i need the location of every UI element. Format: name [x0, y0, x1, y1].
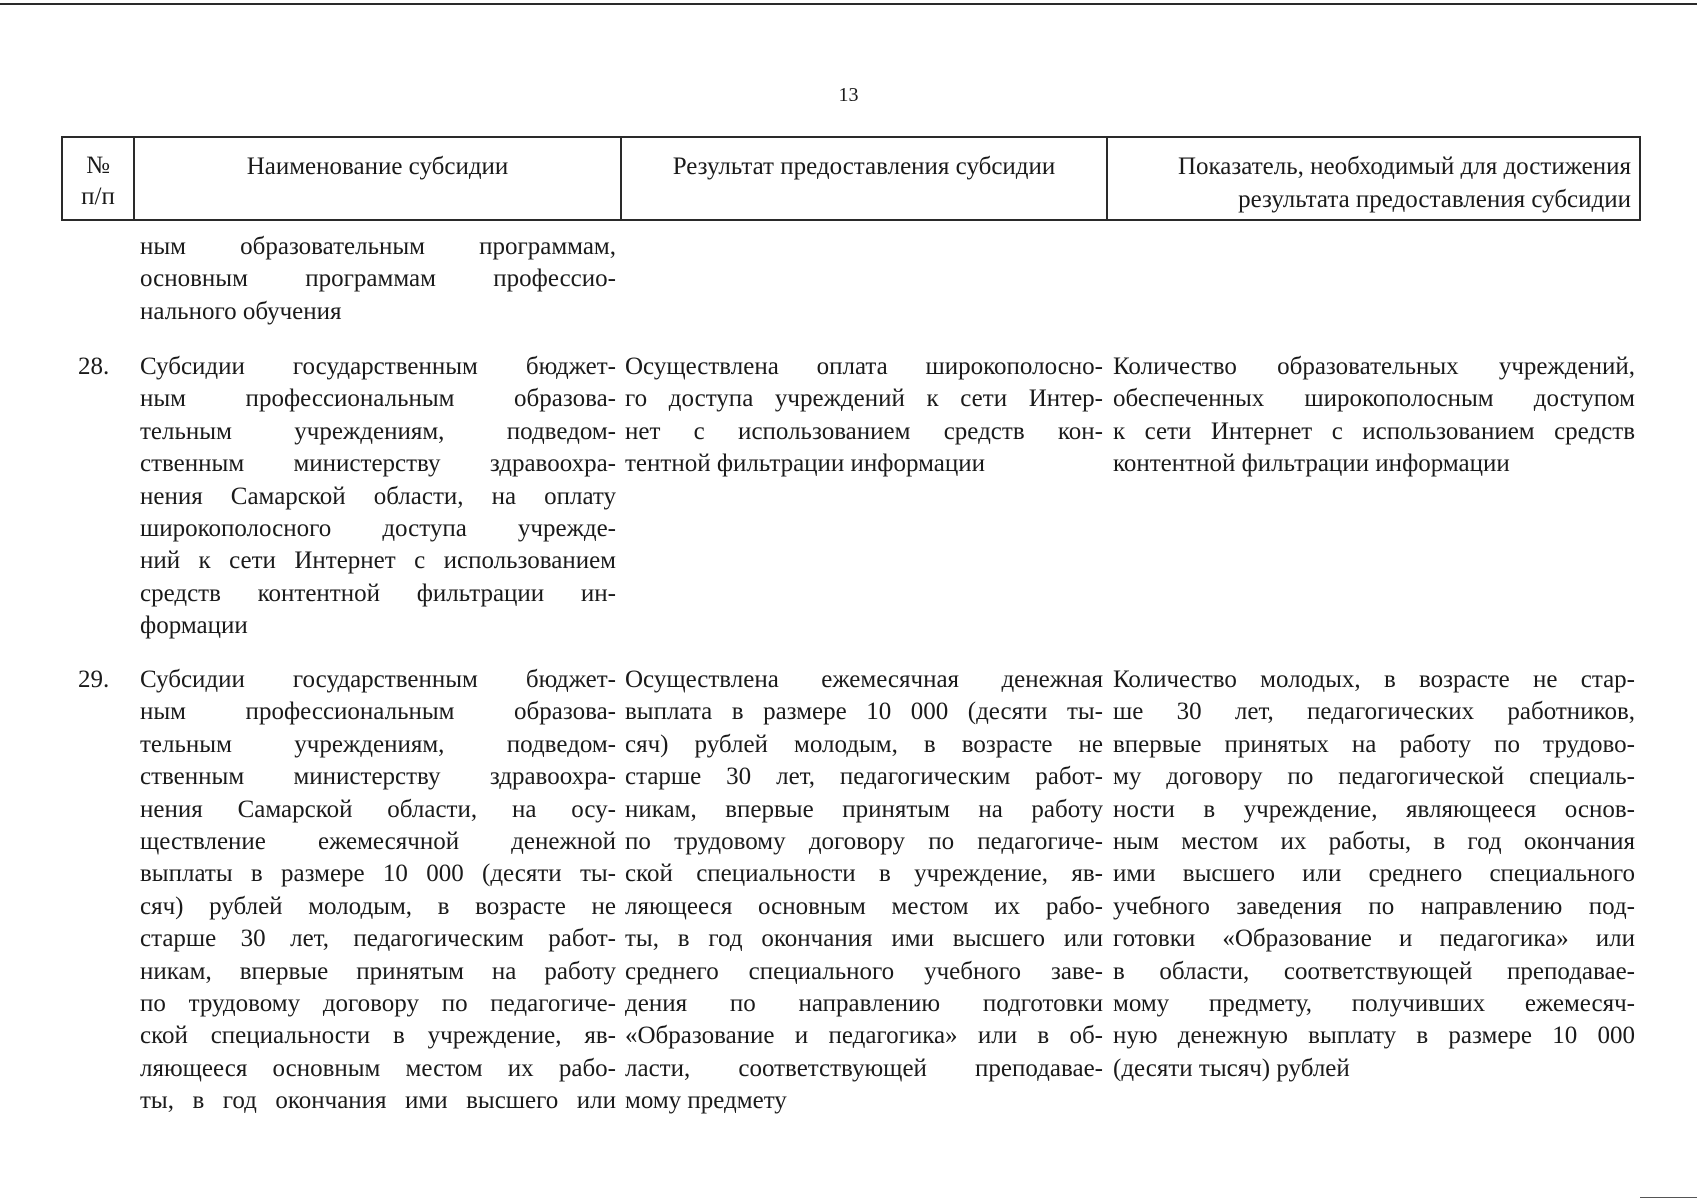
text-line: сяч) рублей молодым, в возрасте не [625, 730, 1103, 758]
text-line: обеспеченных широкополосным доступом [1113, 385, 1635, 413]
text-line: Количество молодых, в возрасте не стар- [1113, 666, 1635, 693]
top-border-line [0, 3, 1697, 5]
text-line: ты, в год окончания ими высшего или [625, 925, 1103, 953]
row-28-result-cell [625, 351, 1103, 481]
header-number-abbrev: п/п [81, 183, 115, 210]
text-line: тельным учреждениям, подведом- [140, 417, 616, 445]
row-28-indicator-cell [1113, 351, 1635, 481]
bottom-edge-line [1640, 1197, 1697, 1198]
text-line: дения по направлению подготовки [625, 990, 1103, 1018]
text-line: старше 30 лет, педагогическим работ- [140, 925, 616, 953]
text-line: го доступа учреждений к сети Интер- [625, 385, 1103, 413]
text-line: Осуществлена оплата широкополосно- [625, 353, 1103, 380]
text-line: выплата в размере 10 000 (десяти ты- [625, 698, 1103, 726]
text-line: никам, впервые принятым на работу [625, 795, 1103, 823]
text-line: Субсидии государственным бюджет- [140, 353, 616, 380]
header-subsidy-name: Наименование субсидии [135, 138, 622, 219]
text-line: му договору по педагогической специаль- [1113, 763, 1635, 791]
text-line: ими высшего или среднего специального [1113, 860, 1635, 888]
row-number: 28. [78, 353, 110, 380]
text-line: старше 30 лет, педагогическим работ- [625, 763, 1103, 791]
text-line: по трудовому договору по педагогиче- [625, 828, 1103, 856]
text-line: выплаты в размере 10 000 (десяти ты- [140, 860, 616, 888]
row-29-result-cell [625, 664, 1103, 1118]
text-line: Субсидии государственным бюджет- [140, 666, 616, 693]
text-line: мому предмету [625, 1087, 787, 1115]
row-29-name-cell [140, 664, 616, 1118]
text-line: готовки «Образование и педагогика» или [1113, 925, 1635, 953]
text-line: ным профессиональным образова- [140, 385, 616, 413]
row-28-name-cell [140, 351, 616, 643]
text-line: среднего специального учебного заве- [625, 957, 1103, 985]
text-line: учебного заведения по направлению под- [1113, 892, 1635, 920]
page-number: 13 [838, 84, 859, 106]
text-line: нения Самарской области, на оплату [140, 482, 616, 510]
text-line: ную денежную выплату в размере 10 000 [1113, 1022, 1635, 1050]
text-line: ласти, соответствующей преподавае- [625, 1054, 1103, 1082]
text-line: формации [140, 612, 248, 640]
text-line: в области, соответствующей преподавае- [1113, 957, 1635, 985]
row-29-indicator-cell [1113, 664, 1635, 1085]
text-line: ляющееся основным местом их рабо- [140, 1054, 616, 1082]
text-line: средств контентной фильтрации ин- [140, 579, 616, 607]
text-line: тентной фильтрации информации [625, 450, 986, 478]
text-line: ности в учреждение, являющееся основ- [1113, 795, 1635, 823]
text-line: ской специальности в учреждение, яв- [625, 860, 1103, 888]
text-line: к сети Интернет с использованием средств [1113, 417, 1635, 445]
text-line: ственным министерству здравоохра- [140, 763, 616, 791]
text-line: контентной фильтрации информации [1113, 450, 1510, 478]
text-line: ным профессиональным образова- [140, 698, 616, 726]
header-indicator-line2: результата предоставления субсидии [1238, 186, 1631, 213]
text-line: ше 30 лет, педагогических работников, [1113, 698, 1635, 726]
text-line: основным программам профессио- [140, 265, 616, 293]
header-subsidy-result: Результат предоставления субсидии [622, 138, 1108, 219]
text-line: нального обучения [140, 297, 342, 325]
text-line: нения Самарской области, на осу- [140, 795, 616, 823]
text-line: широкополосного доступа учрежде- [140, 515, 616, 543]
text-line: нет с использованием средств кон- [625, 417, 1103, 445]
text-line: по трудовому договору по педагогиче- [140, 990, 616, 1018]
text-line: ственным министерству здравоохра- [140, 450, 616, 478]
text-line: никам, впервые принятым на работу [140, 957, 616, 985]
text-line: ществление ежемесячной денежной [140, 828, 616, 856]
text-line: сяч) рублей молодым, в возрасте не [140, 892, 616, 920]
text-line: Количество образовательных учреждений, [1113, 353, 1635, 380]
text-line: Осуществлена ежемесячная денежная [625, 666, 1103, 693]
text-line: ляющееся основным местом их рабо- [625, 892, 1103, 920]
text-line: тельным учреждениям, подведом- [140, 730, 616, 758]
header-number-symbol: № [86, 152, 110, 179]
text-line: «Образование и педагогика» или в об- [625, 1022, 1103, 1050]
text-line: мому предмету, получивших ежемесяч- [1113, 990, 1635, 1018]
text-line: ным местом их работы, в год окончания [1113, 828, 1635, 856]
text-line: ты, в год окончания ими высшего или [140, 1087, 616, 1115]
text-line: (десяти тысяч) рублей [1113, 1054, 1350, 1082]
text-line: ской специальности в учреждение, яв- [140, 1022, 616, 1050]
header-indicator-cell [1108, 138, 1639, 219]
text-line: ний к сети Интернет с использованием [140, 547, 616, 575]
text-line: ным образовательным программам, [140, 233, 616, 260]
text-line: впервые принятых на работу по трудово- [1113, 730, 1635, 758]
header-number-cell [63, 138, 135, 219]
row-number: 29. [78, 666, 110, 693]
continuation-name-cell [140, 231, 616, 328]
header-indicator-line1: Показатель, необходимый для достижения [1177, 153, 1631, 180]
table-header [61, 136, 1641, 221]
